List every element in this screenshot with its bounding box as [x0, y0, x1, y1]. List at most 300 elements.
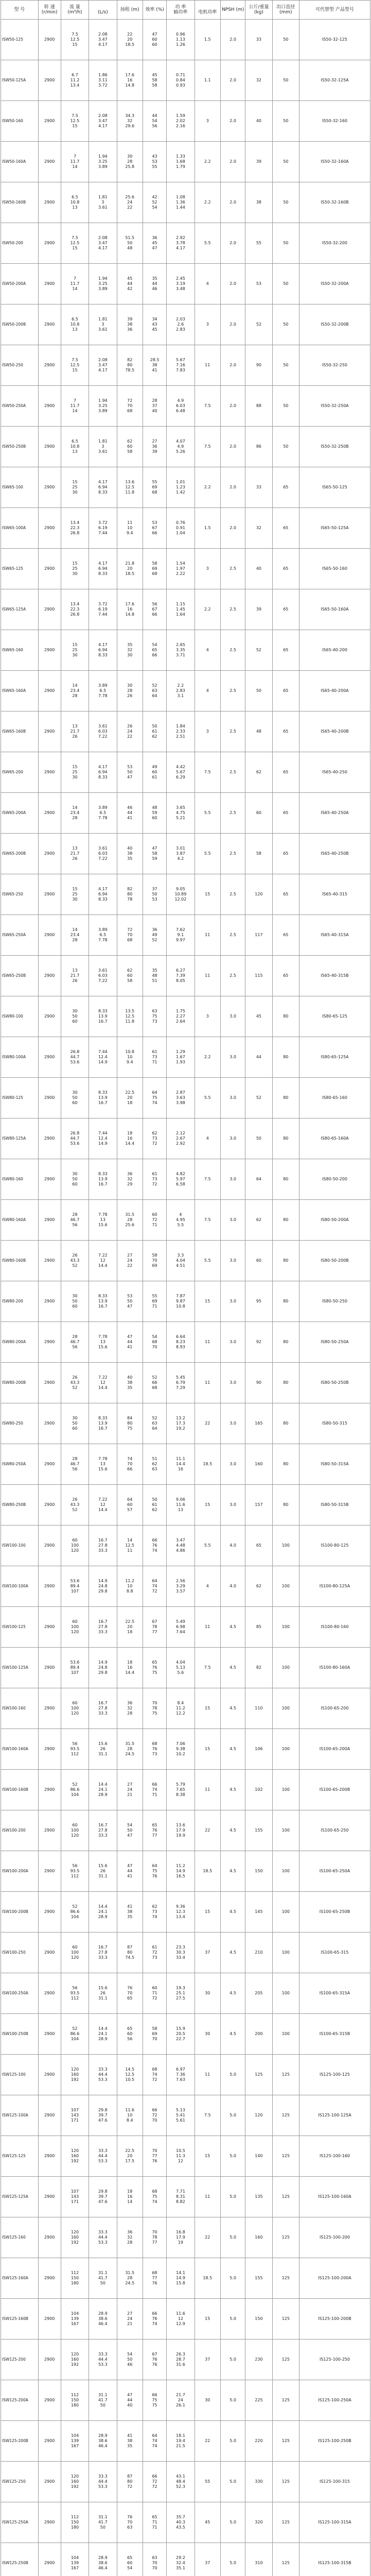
cell-eff-value: 67 — [152, 1619, 157, 1624]
cell-speed: 2900 — [38, 1526, 61, 1566]
cell-shaft-power — [167, 1810, 195, 1851]
cell-flow-m3-value: 15 — [72, 765, 78, 769]
cell-shaft-power-value: 4.95 — [175, 1217, 185, 1222]
cell-eff-value: 54 — [152, 1334, 157, 1339]
cell-head-value: 28 — [127, 1747, 133, 1751]
cell-eff-value: 51 — [152, 1456, 157, 1461]
cell-shaft-power — [167, 1729, 195, 1770]
cell-shaft-power-value: 6.29 — [175, 775, 185, 779]
cell-eff — [143, 2095, 166, 2136]
cell-motor-power: 5.5 — [195, 1078, 220, 1118]
cell-shaft-power — [167, 1037, 195, 1078]
cell-flow-m3-value: 120 — [70, 2352, 79, 2357]
cell-shaft-power-value: 1.33 — [175, 154, 185, 159]
cell-speed: 2900 — [38, 1810, 61, 1851]
cell-flow-m3-value: 56 — [72, 1741, 78, 1746]
cell-flow-ls-value: 7.22 — [98, 1497, 108, 1502]
cell-head-value: 68 — [127, 409, 133, 413]
header-eff: 效率 (%) — [143, 1, 166, 20]
cell-shaft-power-value: 2.22 — [175, 571, 185, 576]
cell-flow-ls-value: 24.1 — [98, 1787, 108, 1792]
cell-flow-ls-value: 3.72 — [98, 83, 108, 88]
header-power-shaft-label: 轴功率 — [173, 10, 188, 15]
cell-speed: 2900 — [38, 427, 61, 467]
cell-shaft-power-value: 1.13 — [175, 37, 185, 42]
cell-eff — [143, 345, 166, 386]
cell-flow-m3-value: 180 — [70, 2403, 79, 2408]
cell-head — [117, 1851, 143, 1892]
cell-flow-ls-value: 38.6 — [98, 2561, 108, 2565]
table-row — [1, 1933, 370, 1973]
cell-base-model: IS50-32-250 — [299, 345, 370, 386]
cell-head — [117, 1933, 143, 1973]
cell-speed: 2900 — [38, 2299, 61, 2340]
cell-model: ISW100-200 — [1, 1810, 39, 1851]
cell-head-value: 10 — [127, 526, 133, 530]
cell-shaft-power-value: 3.65 — [175, 805, 185, 810]
cell-weight: 160 — [245, 2217, 272, 2258]
cell-speed: 2900 — [38, 2543, 61, 2576]
cell-flow-ls — [89, 956, 117, 996]
cell-head-value: 8.4 — [126, 2118, 133, 2123]
cell-shaft-power — [167, 386, 195, 427]
cell-flow-ls-value: 14.4 — [98, 1507, 108, 1512]
cell-eff-value: 75 — [152, 2403, 157, 2408]
cell-motor-power: 55 — [195, 2462, 220, 2502]
cell-shaft-power — [167, 2340, 195, 2380]
cell-flow-ls — [89, 1485, 117, 1526]
cell-flow-ls-value: 6.94 — [98, 566, 108, 571]
cell-flow-m3 — [61, 1973, 89, 2014]
cell-flow-ls-value: 8.33 — [98, 571, 108, 576]
cell-shaft-power-value: 5.13 — [175, 2108, 185, 2112]
cell-motor-power: 4 — [195, 1118, 220, 1159]
cell-head-value: 21.8 — [125, 561, 135, 566]
cell-eff-value: 60 — [152, 770, 157, 774]
cell-head-value: 58 — [127, 978, 133, 983]
cell-base-model: IS100-65-200B — [299, 1770, 370, 1810]
cell-shaft-power-value: 5.67 — [175, 770, 185, 774]
cell-flow-ls-value: 27.8 — [98, 1950, 108, 1955]
cell-eff-value: 77 — [152, 2276, 157, 2280]
cell-shaft-power-value: 12.2 — [175, 1711, 185, 1716]
cell-eff-value: 56 — [152, 124, 157, 128]
cell-head-value: 16 — [127, 2194, 133, 2199]
cell-weight: 45 — [245, 996, 272, 1037]
cell-flow-m3-value: 56 — [72, 1223, 78, 1227]
cell-flow-ls-value: 14.4 — [98, 1385, 108, 1390]
cell-flow-ls-value: 16.7 — [98, 1538, 108, 1543]
cell-base-model: IS100-65-250 — [299, 1810, 370, 1851]
cell-flow-m3 — [61, 467, 89, 508]
cell-shaft-power — [167, 1851, 195, 1892]
cell-eff-value: 45 — [152, 327, 157, 332]
cell-model: ISW125-250B — [1, 2543, 39, 2576]
cell-flow-ls-value: 8.33 — [98, 1009, 108, 1013]
cell-eff — [143, 1118, 166, 1159]
cell-npsh: 3.0 — [220, 996, 245, 1037]
cell-shaft-power-value: 10.2 — [175, 1752, 185, 1756]
cell-head — [117, 1729, 143, 1770]
cell-flow-ls — [89, 2299, 117, 2340]
cell-eff — [143, 2421, 166, 2462]
cell-eff — [143, 671, 166, 711]
cell-speed: 2900 — [38, 2014, 61, 2055]
cell-model: ISW65-200A — [1, 793, 39, 834]
cell-eff-value: 78 — [152, 1624, 157, 1629]
cell-npsh: 2.0 — [220, 223, 245, 264]
cell-head — [117, 304, 143, 345]
cell-flow-ls — [89, 1729, 117, 1770]
cell-flow-ls-value: 13.9 — [98, 1177, 108, 1181]
cell-weight: 62 — [245, 752, 272, 793]
cell-npsh: 3.0 — [220, 1322, 245, 1363]
cell-head-value: 47 — [127, 1334, 133, 1339]
cell-flange: 65 — [272, 549, 299, 589]
cell-shaft-power-value: 3.63 — [175, 1095, 185, 1100]
cell-shaft-power — [167, 956, 195, 996]
cell-eff-value: 65 — [152, 2515, 157, 2519]
cell-eff-value: 63 — [152, 688, 157, 693]
cell-npsh: 2.5 — [220, 793, 245, 834]
cell-head — [117, 223, 143, 264]
cell-base-model: IS50-32-200 — [299, 223, 370, 264]
cell-shaft-power-value: 14.1 — [175, 2270, 185, 2275]
cell-flow-m3-value: 26 — [72, 1375, 78, 1380]
cell-eff-value: 61 — [152, 1945, 157, 1950]
cell-speed: 2900 — [38, 1688, 61, 1729]
cell-flow-m3-value: 50 — [72, 1177, 78, 1181]
cell-flow-m3-value: 12.5 — [70, 118, 80, 123]
cell-head-value: 18 — [127, 1100, 133, 1105]
cell-flow-ls-value: 15.6 — [98, 1345, 108, 1349]
cell-flow-m3-value: 11.7 — [70, 159, 80, 164]
cell-shaft-power-value: 6.48 — [175, 409, 185, 413]
cell-flow-ls-value: 1.94 — [98, 398, 108, 403]
cell-eff — [143, 1933, 166, 1973]
cell-flow-ls-value: 6.03 — [98, 851, 108, 856]
cell-shaft-power-value: 11.6 — [175, 1502, 185, 1507]
cell-eff — [143, 1648, 166, 1688]
cell-shaft-power-value: 8.4 — [177, 1701, 184, 1705]
cell-shaft-power-value: 2.92 — [175, 1141, 185, 1146]
cell-motor-power: 15 — [195, 1688, 220, 1729]
cell-shaft-power-value: 0.76 — [175, 520, 185, 525]
cell-shaft-power-value: 1.79 — [175, 164, 185, 169]
table-row — [1, 2258, 370, 2299]
cell-eff-value: 73 — [152, 1177, 157, 1181]
cell-shaft-power-value: 5.67 — [175, 358, 185, 362]
cell-flow-ls-value: 13.9 — [98, 1421, 108, 1426]
cell-flow-m3-value: 7.5 — [72, 235, 78, 240]
cell-model: ISW125-160A — [1, 2258, 39, 2299]
cell-flow-m3-value: 60 — [72, 1538, 78, 1543]
cell-flange: 50 — [272, 20, 299, 60]
cell-eff-value: 71 — [152, 1991, 157, 1995]
cell-speed: 2900 — [38, 345, 61, 386]
cell-head-value: 76 — [127, 1986, 133, 1990]
cell-flow-m3 — [61, 1933, 89, 1973]
cell-flow-ls-value: 4.17 — [98, 765, 108, 769]
cell-motor-power: 2.2 — [195, 142, 220, 182]
cell-shaft-power-value: 7.71 — [175, 2189, 185, 2194]
cell-eff-value: 64 — [152, 1579, 157, 1583]
cell-shaft-power-value: 32.4 — [175, 2561, 185, 2565]
cell-flow-m3-value: 60 — [72, 1304, 78, 1309]
cell-shaft-power-value: 6.58 — [175, 1182, 185, 1187]
header-power-shaft — [167, 1, 195, 20]
cell-flow-m3-value: 13 — [72, 327, 78, 332]
cell-head — [117, 1526, 143, 1566]
cell-motor-power: 4 — [195, 671, 220, 711]
cell-shaft-power-value: 12.9 — [175, 2321, 185, 2326]
cell-shaft-power-value: 5.26 — [175, 449, 185, 454]
cell-head — [117, 2177, 143, 2217]
cell-eff-value: 66 — [152, 2474, 157, 2479]
cell-eff-value: 61 — [152, 1502, 157, 1507]
cell-shaft-power — [167, 2177, 195, 2217]
cell-flow-ls-value: 3 — [101, 444, 104, 449]
cell-weight: 157 — [245, 1485, 272, 1526]
cell-flange: 100 — [272, 1526, 299, 1566]
cell-flow-ls-value: 6.94 — [98, 770, 108, 774]
cell-head-value: 56 — [127, 2037, 133, 2041]
cell-shaft-power-value: 3.71 — [175, 653, 185, 657]
cell-model: ISW100-100A — [1, 1566, 39, 1607]
cell-speed: 2900 — [38, 1566, 61, 1607]
cell-shaft-power — [167, 1566, 195, 1607]
cell-flow-ls-value: 4.17 — [98, 124, 108, 128]
cell-eff-value: 58 — [152, 851, 157, 856]
cell-flow-ls — [89, 1892, 117, 1933]
cell-eff-value: 59 — [152, 856, 157, 861]
table-row — [1, 589, 370, 630]
cell-motor-power: 11 — [195, 1770, 220, 1810]
cell-eff-value: 74 — [152, 1584, 157, 1588]
cell-eff-value: 53 — [152, 897, 157, 902]
cell-speed: 2900 — [38, 1485, 61, 1526]
cell-weight: 90 — [245, 1363, 272, 1403]
cell-shaft-power-value: 1.54 — [175, 561, 185, 566]
cell-shaft-power-value: 11.1 — [175, 1456, 185, 1461]
header-power-motor-label: 电机功率 — [198, 10, 217, 15]
cell-flow-m3-value: 12.5 — [70, 37, 80, 42]
cell-flow-m3-value: 6.7 — [72, 73, 78, 77]
cell-flow-m3 — [61, 1566, 89, 1607]
cell-weight: 225 — [245, 2380, 272, 2421]
cell-head-value: 65 — [127, 2555, 133, 2560]
cell-flow-ls-value: 8.33 — [98, 775, 108, 779]
table-row — [1, 996, 370, 1037]
cell-base-model: IS50-32-250A — [299, 386, 370, 427]
cell-flow-m3-value: 11.7 — [70, 403, 80, 408]
cell-base-model: IS80-50-200A — [299, 1200, 370, 1241]
cell-weight: 88 — [245, 386, 272, 427]
cell-eff-value: 62 — [152, 1131, 157, 1136]
cell-eff-value: 58 — [152, 561, 157, 566]
cell-head — [117, 1037, 143, 1078]
cell-shaft-power-value: 2.51 — [175, 734, 185, 739]
cell-flange: 65 — [272, 915, 299, 956]
cell-shaft-power-value: 9.97 — [175, 938, 185, 942]
cell-motor-power: 5.5 — [195, 793, 220, 834]
cell-eff-value: 74 — [152, 2072, 157, 2077]
cell-head-value: 84 — [127, 1416, 133, 1420]
cell-flow-m3-value: 22.3 — [70, 526, 80, 530]
cell-flow-ls — [89, 1648, 117, 1688]
cell-eff-value: 66 — [152, 531, 157, 535]
table-row — [1, 2380, 370, 2421]
cell-weight: 53 — [245, 264, 272, 304]
cell-head-value: 20 — [127, 1624, 133, 1629]
cell-shaft-power — [167, 671, 195, 711]
cell-eff — [143, 1607, 166, 1648]
cell-shaft-power-value: 19.3 — [175, 1986, 185, 1990]
cell-weight: 65 — [245, 1526, 272, 1566]
cell-flow-m3-value: 23.4 — [70, 688, 80, 693]
cell-flow-ls — [89, 223, 117, 264]
cell-npsh: 4.0 — [220, 1566, 245, 1607]
cell-eff-value: 70 — [152, 2230, 157, 2234]
cell-head-value: 26 — [127, 724, 133, 728]
cell-flow-ls-value: 14.4 — [98, 1263, 108, 1268]
cell-flow-m3 — [61, 1688, 89, 1729]
cell-head-value: 44 — [127, 281, 133, 286]
cell-flow-m3-value: 44.7 — [70, 1055, 80, 1059]
cell-flow-ls-value: 2.08 — [98, 32, 108, 37]
cell-shaft-power-value: 1.67 — [175, 1055, 185, 1059]
cell-flow-ls-value: 3.47 — [98, 363, 108, 367]
cell-shaft-power-value: 6.27 — [175, 968, 185, 973]
cell-flow-m3 — [61, 915, 89, 956]
cell-flow-ls-value: 46.4 — [98, 2444, 108, 2448]
cell-eff-value: 47 — [152, 246, 157, 250]
cell-flow-m3-value: 15 — [72, 124, 78, 128]
cell-shaft-power-value: 21.5 — [175, 2444, 185, 2448]
cell-flow-m3-value: 112 — [70, 2515, 79, 2519]
cell-eff-value: 52 — [152, 200, 157, 205]
cell-flow-m3-value: 112 — [70, 1874, 79, 1878]
cell-flow-ls-value: 12 — [100, 1502, 105, 1507]
cell-flange: 65 — [272, 671, 299, 711]
cell-base-model: IS65-40-200B — [299, 711, 370, 752]
cell-model: ISW65-125 — [1, 549, 39, 589]
cell-flow-ls-value: 28.9 — [98, 2037, 108, 2041]
cell-eff-value: 36 — [152, 235, 157, 240]
cell-shaft-power — [167, 2055, 195, 2095]
cell-flow-m3-value: 15 — [72, 42, 78, 47]
cell-shaft-power-value: 1.64 — [175, 612, 185, 617]
cell-flow-ls-value: 3.89 — [98, 409, 108, 413]
cell-shaft-power-value: 17.9 — [175, 2235, 185, 2240]
cell-base-model: IS100-65-200A — [299, 1729, 370, 1770]
cell-shaft-power-value: 16.8 — [175, 2230, 185, 2234]
cell-motor-power: 7.5 — [195, 752, 220, 793]
cell-flow-m3-value: 52 — [72, 1904, 78, 1909]
cell-shaft-power — [167, 2299, 195, 2340]
cell-flow-ls-value: 44.4 — [98, 2154, 108, 2158]
cell-eff — [143, 1200, 166, 1241]
table-row — [1, 345, 370, 386]
cell-shaft-power-value: 6.64 — [175, 1334, 185, 1339]
table-row — [1, 2014, 370, 2055]
cell-shaft-power-value: 28.7 — [175, 2357, 185, 2362]
cell-head — [117, 182, 143, 223]
cell-head-value: 41 — [127, 816, 133, 820]
cell-speed: 2900 — [38, 956, 61, 996]
cell-speed: 2900 — [38, 2502, 61, 2543]
table-row — [1, 874, 370, 915]
cell-flow-m3-value: 60 — [72, 1619, 78, 1624]
cell-flange: 100 — [272, 1688, 299, 1729]
cell-eff — [143, 2258, 166, 2299]
cell-head-value: 80 — [127, 892, 133, 896]
cell-motor-power: 18.5 — [195, 1851, 220, 1892]
cell-shaft-power-value: 1.26 — [175, 42, 185, 47]
cell-eff-value: 76 — [152, 1828, 157, 1833]
cell-flow-ls-value: 6.19 — [98, 607, 108, 612]
cell-flow-m3-value: 86.6 — [70, 2031, 80, 2036]
cell-flow-m3-value: 86.6 — [70, 1909, 80, 1914]
cell-flow-ls-value: 6.5 — [99, 933, 107, 937]
cell-shaft-power-value: 9.36 — [175, 1904, 185, 1909]
cell-eff-value: 72 — [152, 1950, 157, 1955]
cell-eff-value: 42 — [152, 195, 157, 199]
cell-head-value: 63 — [127, 2525, 133, 2530]
cell-weight: 320 — [245, 2502, 272, 2543]
cell-head-value: 30 — [127, 154, 133, 159]
cell-flow-ls-value: 24.1 — [98, 1909, 108, 1914]
cell-eff-value: 70 — [152, 1345, 157, 1349]
cell-head-value: 60 — [127, 2031, 133, 2036]
cell-flow-m3-value: 26 — [72, 856, 78, 861]
header-speed: 转 速 (r/min) — [38, 1, 61, 20]
cell-flow-m3-value: 30 — [72, 571, 78, 576]
cell-flow-ls-value: 41.7 — [98, 2276, 108, 2280]
cell-head-value: 21 — [127, 1792, 133, 1797]
cell-flow-ls-value: 6.03 — [98, 973, 108, 978]
cell-head-value: 72 — [127, 398, 133, 403]
cell-flow-ls-value: 4.17 — [98, 642, 108, 647]
cell-weight: 52 — [245, 1078, 272, 1118]
cell-eff-value: 47 — [152, 32, 157, 37]
cell-flow-m3-value: 60 — [72, 1701, 78, 1705]
cell-flow-m3-value: 43.3 — [70, 1380, 80, 1385]
cell-flange: 50 — [272, 142, 299, 182]
cell-flange: 125 — [272, 2462, 299, 2502]
cell-flow-ls-value: 4.17 — [98, 561, 108, 566]
cell-head-value: 12.5 — [125, 2072, 135, 2077]
cell-eff-value: 48 — [152, 805, 157, 810]
cell-flow-ls-value: 7.44 — [98, 1049, 108, 1054]
cell-eff-value: 53 — [152, 520, 157, 525]
cell-shaft-power-value: 5.6 — [177, 1670, 184, 1675]
cell-flow-m3-value: 60 — [72, 1182, 78, 1187]
cell-head-value: 9.4 — [126, 531, 133, 535]
cell-flow-m3-value: 46.7 — [70, 1340, 80, 1344]
cell-flow-m3-value: 150 — [70, 2520, 79, 2524]
cell-model: ISW80-250A — [1, 1444, 39, 1485]
cell-flow-m3-value: 139 — [70, 2561, 79, 2565]
cell-head-value: 26 — [127, 693, 133, 698]
cell-speed: 2900 — [38, 2380, 61, 2421]
cell-shaft-power-value: 7.16 — [175, 363, 185, 367]
cell-base-model: IS80-50-250 — [299, 1281, 370, 1322]
cell-head-value: 30 — [127, 683, 133, 688]
cell-npsh: 4.5 — [220, 1933, 245, 1973]
cell-head-value: 54 — [127, 1823, 133, 1827]
cell-flow-ls-value: 6.5 — [99, 810, 107, 815]
